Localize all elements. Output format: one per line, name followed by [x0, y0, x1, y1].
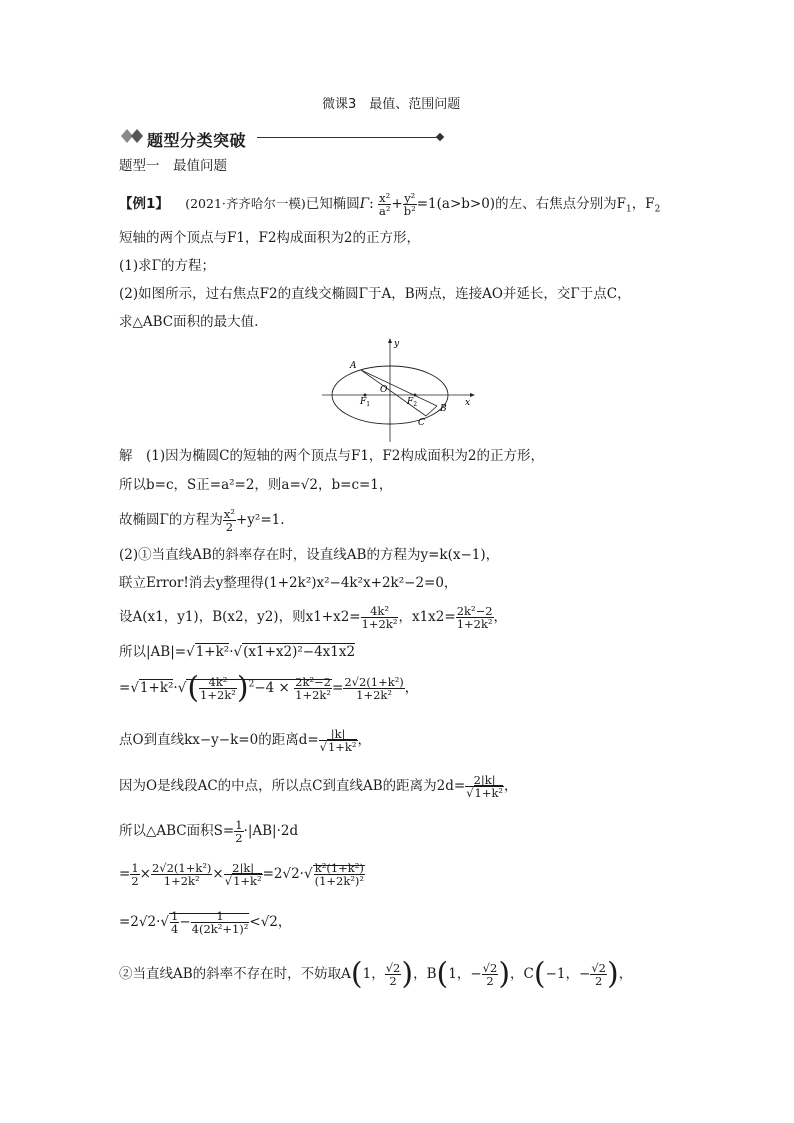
- solution-line-6: 设A(x1，y1)，B(x2，y2)，则x1+x2= $\frac{\text{4k²}}{\text{1+2k²}}$ ，x1x2= $\frac{\text{2k²−2}}{\text{1+2k²}}$ ，: [119, 603, 508, 631]
- segment-ac: [361, 370, 426, 416]
- label-c: C: [418, 418, 425, 428]
- label-b: B: [440, 404, 447, 414]
- question-2-line-1: (2)如图所示，过右焦点F2的直线交椭圆Γ于A，B两点，连接AO并延长，交Γ于点C，: [119, 286, 631, 302]
- solution-line-3: 故椭圆Γ的方程为 $\frac{\text{x²}}{2}$ +y²=1.: [119, 506, 285, 534]
- section-banner-text: 题型分类突破: [147, 131, 247, 150]
- label-a: A: [350, 361, 357, 371]
- solution-line-7: 所以|AB|=√1+k²·√(x1+x2)²−4x1x2: [119, 644, 356, 660]
- solution-line-11: 所以△ABC面积S= $\frac{1}{2}$ ·|AB|·2d: [119, 817, 299, 845]
- label-x: x: [465, 398, 471, 408]
- example-stem-a: 已知椭圆: [305, 196, 360, 212]
- solution-line-5: 联立Error!消去y整理得(1+2k²)x²−4k²x+2k²−2=0，: [119, 575, 458, 591]
- solution-line-13: =2√2·√ $\frac{1}{4}$ − $\frac{1}{\text{4(2k²+1)²}}$ <√2，: [119, 908, 292, 936]
- solution-line-4: (2)①当直线AB的斜率存在时，设直线AB的方程为y=k(x−1)，: [119, 547, 500, 563]
- question-1: (1)求Γ的方程；: [119, 258, 215, 274]
- example-line-2: 短轴的两个顶点与F1，F2构成面积为2的正方形，: [119, 230, 421, 246]
- example-stem-b: =1(a>b>0)的左、右焦点分别为F: [416, 196, 626, 212]
- label-f2: $F_2$: [407, 397, 418, 408]
- label-o: O: [380, 385, 388, 395]
- example-stem-c: ，F: [631, 196, 655, 212]
- frac-y2-b2: $\frac{\text{y²}}{\text{b²}}$: [403, 190, 416, 218]
- section-banner: [119, 126, 445, 148]
- segment-ab: [361, 370, 437, 406]
- example-line-1: 【例1】 (2021·齐齐哈尔一模)已知椭圆Γ: $\frac{\text{x²}}{\text{a²}}$ + $\frac{\text{y²}}{\text{b²}}$ =1(a>b>0)的左、右焦点分别为$F_1$，$F_2$: [119, 190, 661, 218]
- segment-bc: [426, 406, 437, 416]
- diamond-icon: [119, 127, 149, 147]
- page-title: 微课3 最值、范围问题: [322, 97, 461, 112]
- solution-line-1: 解 (1)因为椭圆C的短轴的两个顶点与F1，F2构成面积为2的正方形，: [119, 448, 544, 464]
- solution-line-8: =√1+k²·√( $\frac{\text{4k²}}{\text{1+2k²}}$ )$^2$−4 × $\frac{\text{2k²−2}}{\text{1+2k²}}$ = $\frac{\text{2√2(1+k²)}}{\text{1+2k²}}$ ，: [119, 670, 419, 706]
- gamma-symbol: Γ: [359, 196, 370, 212]
- frac-x2-a2: $\frac{\text{x²}}{\text{a²}}$: [378, 190, 391, 218]
- example-label: 【例1】: [119, 196, 169, 212]
- banner-rule-end: [436, 133, 444, 141]
- label-f1: $F_1$: [360, 397, 371, 408]
- type-heading: 题型一 最值问题: [119, 158, 227, 174]
- solution-line-12: = $\frac{1}{2}$ × $\frac{\text{2√2(1+k²)}}{\text{1+2k²}}$ × $\frac{2|k|}{\text{√1+k²}}$ =2√2·√ $\frac{\text{k²(1+k²)}}{\text{(1+2k²)²}}$: [119, 860, 365, 888]
- banner-rule: [257, 137, 439, 138]
- solution-line-10: 因为O是线段AC的中点，所以点C到直线AB的距离为2d= $\frac{2|k|}{\text{√1+k²}}$ ，: [119, 772, 518, 800]
- ellipse-figure: [320, 337, 480, 447]
- example-source: (2021·齐齐哈尔一模): [185, 196, 306, 211]
- solution-line-14: ②当直线AB的斜率不存在时，不妨取A(1， $\frac{√2}{2}$ )，B(1，− $\frac{√2}{2}$ )，C(−1，− $\frac{√2}{2}$ )，: [119, 956, 633, 992]
- solution-line-9: 点O到直线kx−y−k=0的距离d= $\frac{|k|}{\text{√1+k²}}$ ，: [119, 726, 372, 754]
- label-y: y: [394, 339, 400, 349]
- question-2-line-2: 求△ABC面积的最大值.: [119, 314, 259, 330]
- focus-f2: [414, 394, 417, 397]
- solution-line-2: 所以b=c，S正=a²=2，则a=√2，b=c=1，: [119, 477, 393, 493]
